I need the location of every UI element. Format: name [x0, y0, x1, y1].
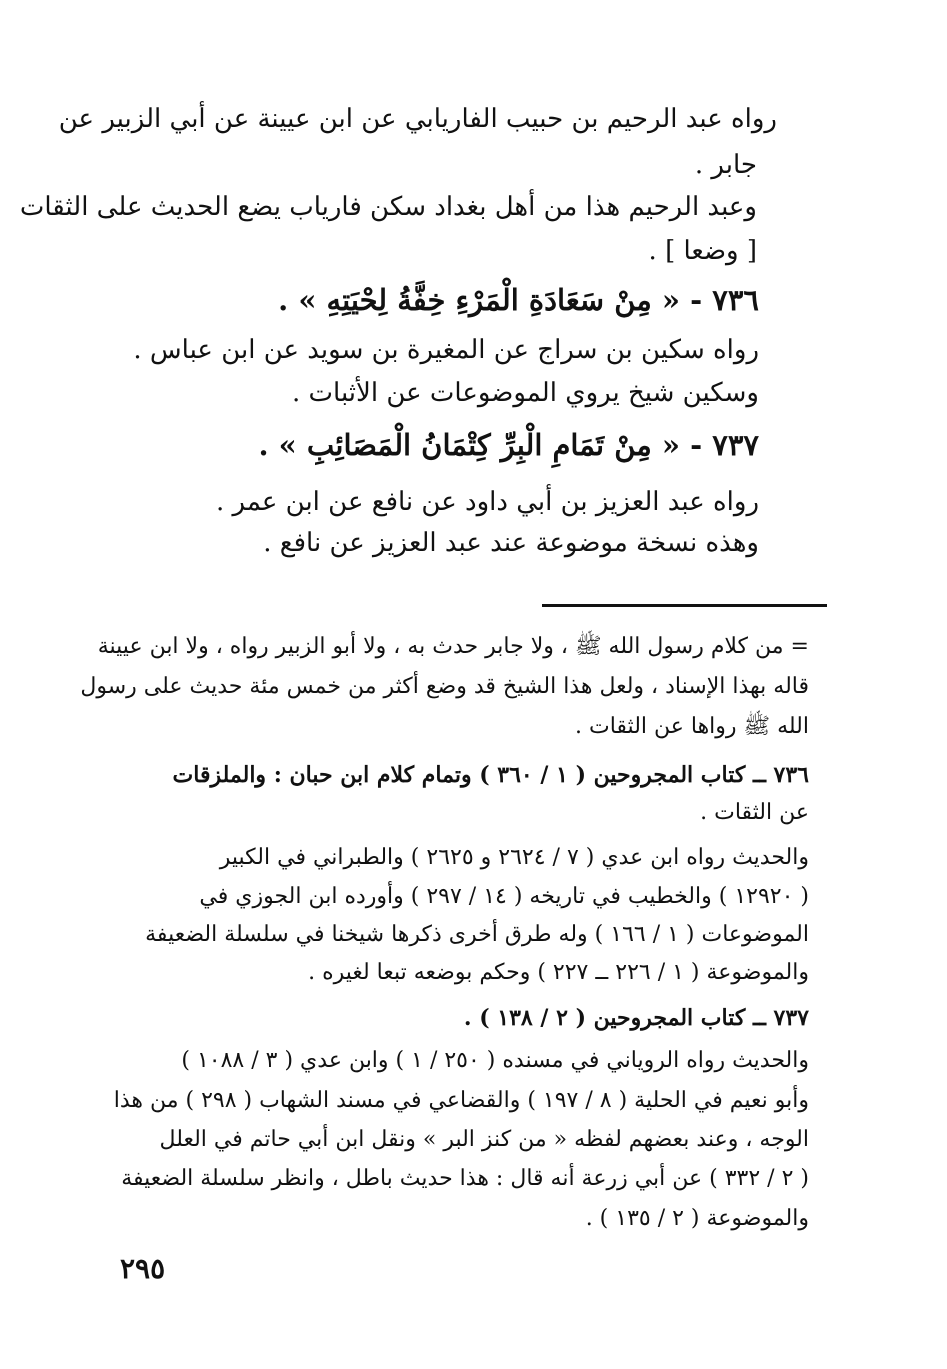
footnote-line: ( ٢ / ٣٣٢ ) عن أبي زرعة أنه قال : هذا حديث باطل ، وانظر سلسلة الضعيفة — [121, 1166, 809, 1191]
footnote-line: والحديث رواه الروياني في مسنده ( ٢٥٠ / ١ ) وابن عدي ( ٣ / ١٠٨٨ ) — [181, 1048, 809, 1073]
hadith-heading-737: ٧٣٧ - « مِنْ تَمَامِ الْبِرِّ كِتْمَانُ الْمَصَائِبِ » . — [258, 428, 759, 462]
main-line: وعبد الرحيم هذا من أهل بغداد سكن فارياب يضع الحديث على الثقات — [19, 192, 757, 222]
footnote-line: وأبو نعيم في الحلية ( ٨ / ١٩٧ ) والقضاعي في مسند الشهاب ( ٢٩٨ ) من هذا — [113, 1088, 809, 1113]
main-line: وهذه نسخة موضوعة عند عبد العزيز عن نافع . — [263, 528, 759, 558]
footnote-line: والموضوعة ( ٢ / ١٣٥ ) . — [585, 1206, 809, 1231]
main-line: رواه عبد العزيز بن أبي داود عن نافع عن ابن عمر . — [215, 487, 759, 517]
hadith-heading-736: ٧٣٦ - « مِنْ سَعَادَةِ الْمَرْءِ خِفَّةُ لِحْيَتِهِ » . — [278, 283, 759, 317]
main-line: رواه عبد الرحيم بن حبيب الفاريابي عن ابن عيينة عن أبي الزبير عن — [58, 104, 777, 134]
footnote-separator — [542, 604, 827, 607]
footnote-line: ( ١٢٩٢٠ ) والخطيب في تاريخه ( ١٤ / ٢٩٧ ) وأورده ابن الجوزي في — [199, 884, 809, 909]
footnote-line: الوجه ، وعند بعضهم لفظه « من كنز البر » ونقل ابن أبي حاتم في العلل — [159, 1127, 809, 1152]
main-line: رواه سكين بن سراج عن المغيرة بن سويد عن ابن عباس . — [133, 335, 759, 365]
page-number: ٢٩٥ — [120, 1252, 166, 1285]
main-line: وسكين شيخ يروي الموضوعات عن الأثبات . — [292, 378, 759, 408]
footnote-line: الله ﷺ رواها عن الثقات . — [575, 714, 809, 739]
footnote-line: والحديث رواه ابن عدي ( ٧ / ٢٦٢٤ و ٢٦٢٥ ) والطبراني في الكبير — [219, 845, 809, 870]
footnote-line: = من كلام رسول الله ﷺ ، ولا جابر حدث به ، ولا أبو الزبير رواه ، ولا ابن عيينة — [97, 634, 809, 659]
footnote-line: الموضوعات ( ١ / ١٦٦ ) وله طرق أخرى ذكرها شيخنا في سلسلة الضعيفة — [145, 922, 809, 947]
footnote-737-heading: ٧٣٧ ــ كتاب المجروحين ( ٢ / ١٣٨ ) . — [463, 1005, 809, 1031]
footnote-line: قاله بهذا الإسناد ، ولعل هذا الشيخ قد وضع أكثر من خمس مئة حديث على رسول — [80, 674, 809, 699]
footnote-line: والموضوعة ( ١ / ٢٢٦ ــ ٢٢٧ ) وحكم بوضعه تبعا لغيره . — [308, 960, 809, 985]
footnote-line: عن الثقات . — [700, 800, 809, 825]
main-line: جابر . — [694, 150, 757, 180]
footnote-736-heading: ٧٣٦ ــ كتاب المجروحين ( ١ / ٣٦٠ ) وتمام كلام ابن حبان : والملزقات — [172, 762, 809, 788]
main-line: [ وضعا ] . — [648, 236, 757, 266]
